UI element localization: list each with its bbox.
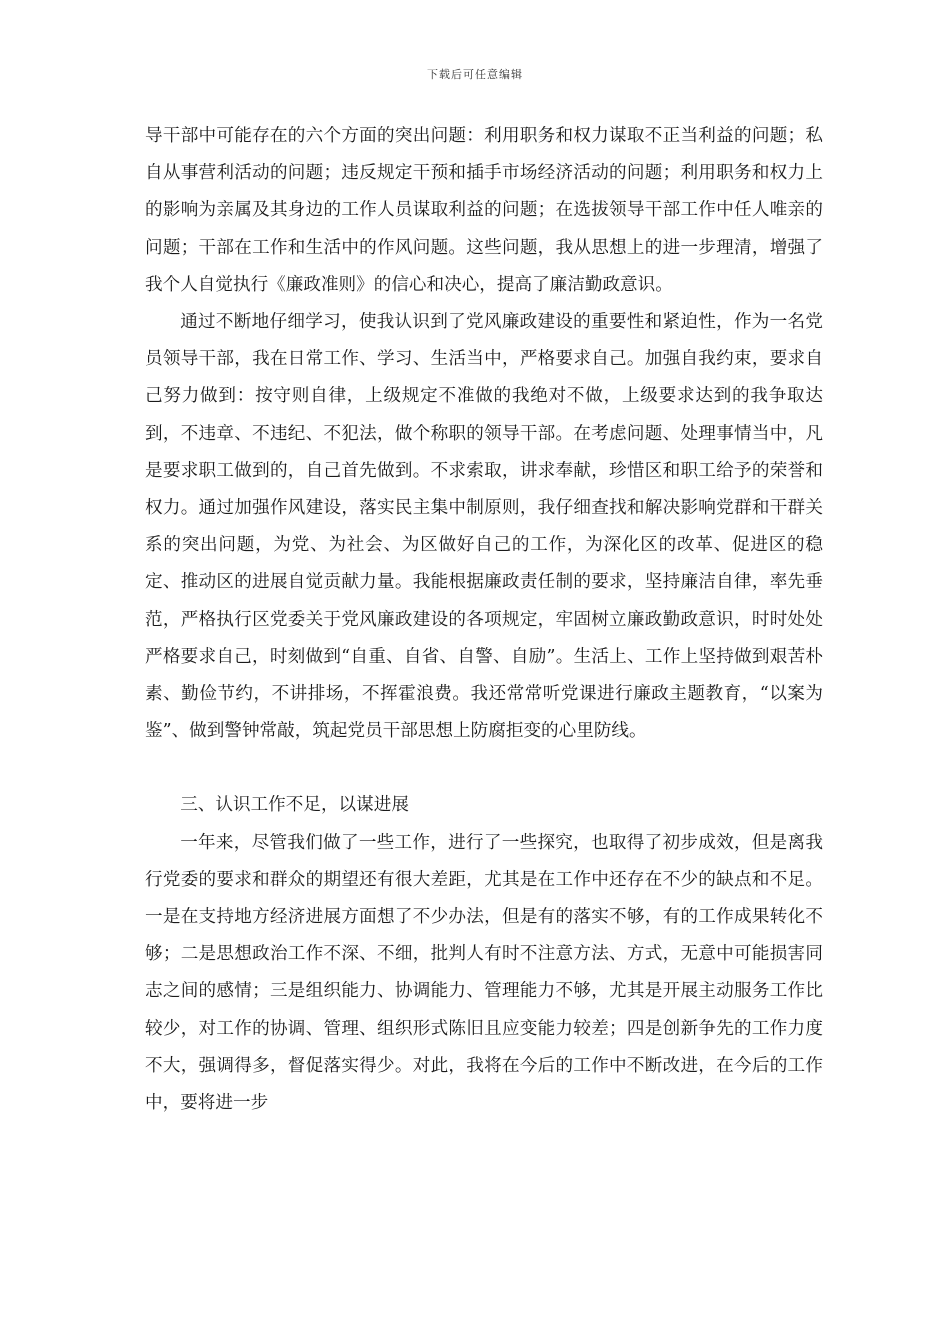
page-header: 下载后可任意编辑 [427,68,523,81]
paragraph-shortcomings: 一年来，尽管我们做了一些工作，进行了一些探究，也取得了初步成效，但是离我行党委的要求和群众的期望还有很大差距，尤其是在工作中还存在不少的缺点和不足。一是在支持地方经济进展方面想了不少办法，但是有的落实不够，有的工作成果转化不够；二是思想政治工作不深、不细，批判人有时不注意方法、方式，无意中可能损害同志之间的感情；三是组织能力、协调能力、管理能力不够，尤其是开展主动服务工作比较少，对工作的协调、管理、组织形式陈旧且应变能力较差；四是创新争先的工作力度不大，强调得多，督促落实得少。对此，我将在今后的工作中不断改进，在今后的工作中，要将进一步 [145,832,823,1114]
document-body [145,118,823,1122]
paragraph-study: 通过不断地仔细学习，使我认识到了党风廉政建设的重要性和紧迫性，作为一名党员领导干部，我在日常工作、学习、生活当中，严格要求自己。加强自我约束，要求自己努力做到：按守则自律，上级规定不准做的我绝对不做，上级要求达到的我争取达到，不违章、不违纪、不犯法，做个称职的领导干部。在考虑问题、处理事情当中，凡是要求职工做到的，自己首先做到。不求索取，讲求奉献，珍惜区和职工给予的荣誉和权力。通过加强作风建设，落实民主集中制原则，我仔细查找和解决影响党群和干群关系的突出问题，为党、为社会、为区做好自己的工作，为深化区的改革、促进区的稳定、推动区的进展自觉贡献力量。我能根据廉政责任制的要求，坚持廉洁自律，率先垂范，严格执行区党委关于党风廉政建设的各项规定，牢固树立廉政勤政意识，时时处处严格要求自己，时刻做到“自重、自省、自警、自励”。生活上、工作上坚持做到艰苦朴素、勤俭节约，不讲排场，不挥霍浪费。我还常常听党课进行廉政主题教育，“以案为鉴”、做到警钟常敲，筑起党员干部思想上防腐拒变的心里防线。 [145,312,823,742]
paragraph-gap [145,750,823,787]
section-heading: 三、认识工作不足，以谋进展 [180,795,409,816]
paragraph-continuation: 导干部中可能存在的六个方面的突出问题：利用职务和权力谋取不正当利益的问题；私自从事营利活动的问题；违反规定干预和插手市场经济活动的问题；利用职务和权力上的影响为亲属及其身边的工作人员谋取利益的问题；在选拔领导干部工作中任人唯亲的问题；干部在工作和生活中的作风问题。这些问题，我从思想上的进一步理清，增强了我个人自觉执行《廉政准则》的信心和决心，提高了廉洁勤政意识。 [145,126,823,295]
